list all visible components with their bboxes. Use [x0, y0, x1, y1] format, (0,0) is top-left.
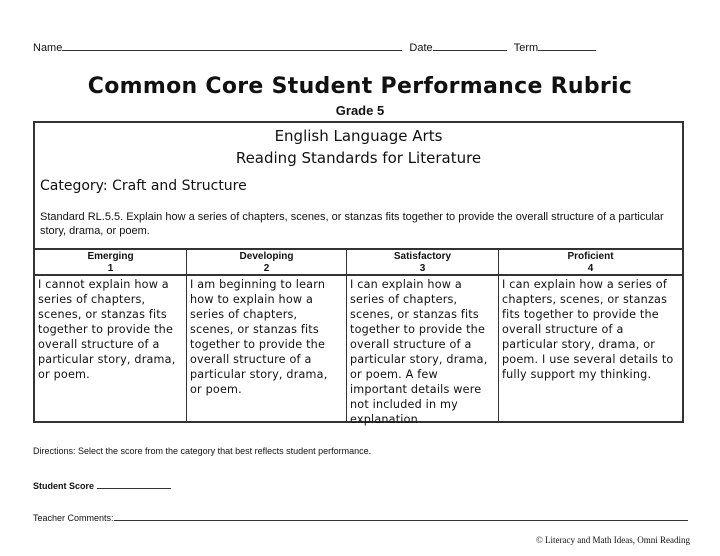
rubric-table: [33, 121, 684, 426]
level-score: 2: [263, 263, 270, 274]
levels-row: [35, 248, 682, 426]
category-label: Category: Craft and Structure: [40, 178, 247, 194]
student-score-label: Student Score: [33, 481, 95, 491]
standard-text: Standard RL.5.5. Explain how a series of chapters, scenes, or stanzas fits together to provide the overall structure of a particular story, drama, or poem.: [40, 211, 664, 237]
level-column-emerging: [35, 250, 187, 423]
subject-line-1: English Language Arts: [274, 127, 443, 145]
copyright-text: © Literacy and Math Ideas, Omni Reading: [535, 535, 690, 545]
level-column-proficient: [499, 250, 682, 423]
term-label: Term: [513, 42, 539, 54]
level-description: I can explain how a series of chapters, scenes, or stanzas fits together to provide the overall structure of a particular story, drama, or poem. A few important details were not included in my explanation: [350, 278, 488, 426]
name-label: Name: [33, 42, 63, 54]
level-label: Proficient: [567, 251, 614, 262]
level-header: [347, 250, 498, 276]
level-score: 3: [419, 263, 426, 274]
level-description: I am beginning to learn how to explain how a series of chapters, scenes, or stanzas fits together to provide the overall structure of a particular story, drama, or poem.: [190, 278, 328, 396]
level-header: [499, 250, 682, 276]
page-title: Common Core Student Performance Rubric: [87, 74, 633, 99]
teacher-comments-row: [33, 512, 688, 523]
level-header: [35, 250, 186, 276]
teacher-comments-label: Teacher Comments:: [33, 513, 114, 523]
teacher-comments-field[interactable]: [114, 512, 688, 521]
subject-heading: [35, 125, 682, 169]
grade-label: Grade 5: [335, 103, 385, 118]
level-column-satisfactory: [347, 250, 499, 426]
date-field[interactable]: [433, 40, 507, 51]
date-label: Date: [409, 42, 433, 54]
student-score-row: [33, 480, 171, 491]
level-score: 1: [107, 263, 114, 274]
subject-line-2: Reading Standards for Literature: [235, 149, 482, 167]
level-label: Emerging: [87, 251, 134, 262]
level-label: Developing: [239, 251, 294, 262]
header-fields: [33, 40, 596, 54]
level-header: [187, 250, 346, 276]
level-score: 4: [587, 263, 594, 274]
level-description: I cannot explain how a series of chapters, scenes, or stanzas fits together to provide the overall structure of a particular story, drama, or poem.: [38, 278, 176, 381]
student-score-field[interactable]: [97, 480, 171, 489]
directions-text: Directions: Select the score from the category that best reflects student performance.: [33, 446, 372, 456]
level-label: Satisfactory: [393, 251, 452, 262]
level-description: I can explain how a series of chapters, scenes, or stanzas fits together to provide the overall structure of a particular story, drama, or poem. I use several details to fully support my thinking.: [502, 278, 674, 381]
level-column-developing: [187, 250, 347, 423]
term-field[interactable]: [538, 40, 596, 51]
name-field[interactable]: [62, 40, 402, 51]
